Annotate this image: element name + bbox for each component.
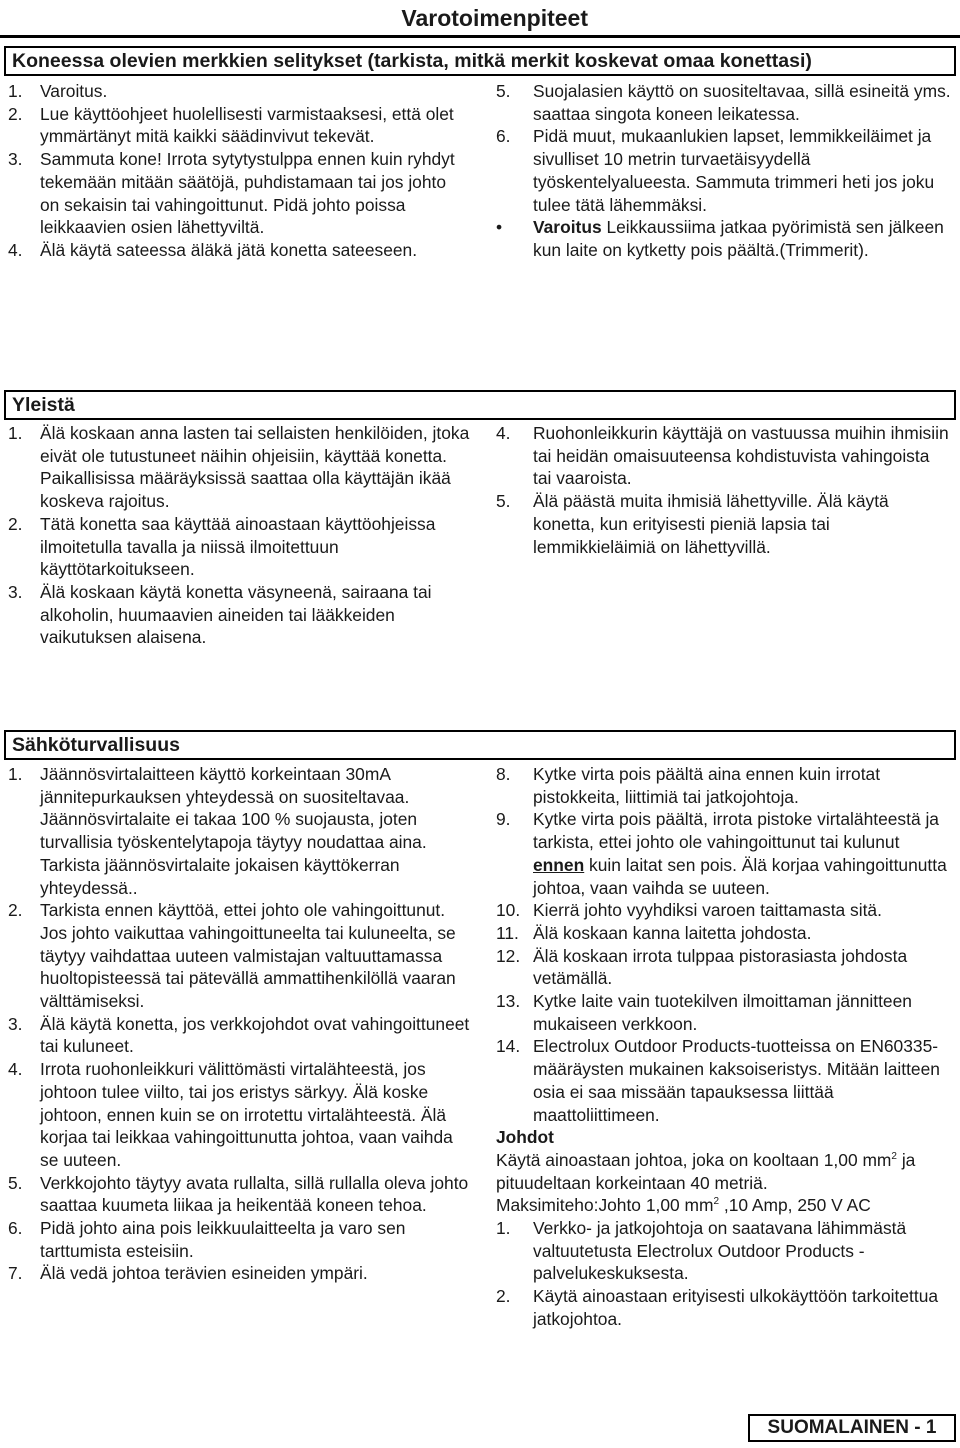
section-heading-general: Yleistä <box>4 390 956 420</box>
page-language-footer: SUOMALAINEN - 1 <box>748 1414 956 1442</box>
cords-heading: Johdot <box>496 1127 554 1148</box>
list-item: 5. Suojalasien käyttö on suositeltavaa, sillä esineitä yms. saattaa singota koneen leikatessa. <box>496 81 951 124</box>
bullet-icon: • <box>496 217 503 238</box>
electrical-right-column <box>496 763 954 1331</box>
title-rule <box>0 35 960 38</box>
page-title: Varotoimenpiteet <box>401 5 588 31</box>
list-item: 13. Kytke laite vain tuotekilven ilmoittaman jännitteen mukaiseen verkkoon. <box>496 991 912 1034</box>
cords-paragraph-2: Maksimiteho:Johto 1,00 $mm^2$ ,10 Amp, 250 V AC <box>496 1195 871 1216</box>
section-heading-electrical: Sähköturvallisuus <box>4 730 956 760</box>
electrical-left-column <box>8 763 470 1285</box>
list-item: 3. Sammuta kone! Irrota sytytystulppa ennen kuin ryhdyt tekemään mitään säätöjä, puhdistamaan tai jos johto on sekaisin tai vahingoittunut. Pidä johto poissa leikkaavien osien lähettyviltä. <box>8 149 455 238</box>
list-item: 1. Jäännösvirtalaitteen käyttö korkeintaan 30mA jännitepurkauksen yhteydessä on suositeltavaa. Jäännösvirtalaite ei takaa 100 % suojausta, joten turvallisia työskentelytapoja täytyy noudattaa aina. Tarkista jäännösvirtalaite jokaisen käyttökerran yhteydessä.. <box>8 764 427 898</box>
symbols-right-column <box>496 80 952 262</box>
symbols-left-column <box>8 80 470 262</box>
list-item: 6. Pidä johto aina pois leikkuulaitteelta ja varo sen tarttumista esteisiin. <box>8 1218 406 1261</box>
list-item: 10. Kierrä johto vyyhdiksi varoen taittamasta sitä. <box>496 900 882 921</box>
list-item: 5. Verkkojohto täytyy avata rullalta, sillä rullalla oleva johto saattaa kuumeta liikaa ja heikentää koneen tehoa. <box>8 1172 469 1216</box>
list-item: 12. Älä koskaan irrota tulppaa pistorasiasta johdosta vetämällä. <box>496 945 908 989</box>
cords-paragraph-1: Käytä ainoastaan johtoa, joka on kooltaan 1,00 $mm^2$ ja pituudeltaan korkeintaan 40 metriä. <box>496 1149 916 1193</box>
list-item: 9. Kytke virta pois päältä, irrota pistoke virtalähteestä ja tarkista, ettei johto ole vahingoittunut tai kulunut ennen kuin laitat sen pois. Älä korjaa vahingoittunutta johtoa, vaan vaihda se uuteen. <box>496 809 947 898</box>
list-item: 3. Älä käytä konetta, jos verkkojohdot ovat vahingoittuneet tai kuluneet. <box>8 1013 470 1057</box>
list-item: 11. Älä koskaan kanna laitetta johdosta. <box>496 922 812 943</box>
list-item: 2. Tätä konetta saa käyttää ainoastaan käyttöohjeissa ilmoitetulla tavalla ja niissä ilmoitettuun käyttötarkoitukseen. <box>8 513 436 580</box>
list-item: 8. Kytke virta pois päältä aina ennen kuin irrotat pistokkeita, liittimiä tai jatkojohtoja. <box>496 764 881 807</box>
list-item: 4. Ruohonleikkurin käyttäjä on vastuussa muihin ihmisiin tai heidän omaisuuteensa kohdistuvista vahingoista tai vaaroista. <box>496 423 949 489</box>
list-item: 2. Lue käyttöohjeet huolellisesti varmistaaksesi, että olet ymmärtänyt mitä kaikki säädinvivut tekevät. <box>8 103 454 147</box>
list-item: 1. Varoitus. <box>8 81 108 101</box>
list-item: 1. Verkko- ja jatkojohtoja on saatavana lähimmästä valtuutetusta Electrolux Outdoor Products -palvelukeskuksesta. <box>496 1218 907 1284</box>
list-item: 1. Älä koskaan anna lasten tai sellaisten henkilöiden, jtoka eivät ole tutustuneet näihin ohjeisiin, käyttää konetta. Paikallisissa määräyksissä saattaa olla käyttäjän ikää koskeva rajoitus. <box>8 423 470 512</box>
list-item: 6. Pidä muut, mukaanlukien lapset, lemmikkeiläimet ja sivulliset 10 metrin turvaetäisyydellä työskentelyalueesta. Sammuta trimmeri heti jos joku tulee tätä lähemmäksi. <box>496 126 935 215</box>
list-item: 4. Irrota ruohonleikkuri välittömästi virtalähteestä, jos johtoon tulee viilto, tai jos eristys särkyy. Älä koske johtoon, ennen kuin se on irrotettu virtalähteestä. Älä korjaa tai leikkaa vahingoittunutta johtoa, vaan vaihda se uuteen. <box>8 1059 453 1170</box>
bullet-item: • Varoitus Leikkaussiima jatkaa pyörimistä sen jälkeen kun laite on kytketty pois päältä.(Trimmerit). <box>496 217 944 260</box>
list-item: 3. Älä koskaan käytä konetta väsyneenä, sairaana tai alkoholin, huumaavien aineiden tai lääkkeiden vaikutuksen alaisena. <box>8 581 432 648</box>
list-item: 2. Käytä ainoastaan erityisesti ulkokäyttöön tarkoitettua jatkojohtoa. <box>496 1286 939 1329</box>
list-item: 4. Älä käytä sateessa äläkä jätä konetta sateeseen. <box>8 239 418 260</box>
general-right-column <box>496 422 952 558</box>
list-item: 14. Electrolux Outdoor Products-tuotteissa on EN60335-määräysten mukainen kaksoiseristys. Mitään laitteen osia ei saa missään tapauksessa liittää maattoliittimeen. <box>496 1036 940 1125</box>
section-heading-symbols: Koneessa olevien merkkien selitykset (tarkista, mitkä merkit koskevat omaa konettasi) <box>4 46 956 76</box>
list-item: 2. Tarkista ennen käyttöä, ettei johto ole vahingoittunut. Jos johto vaikuttaa vahingoittuneelta tai kuluneelta, se täytyy vaihdattaa uuteen valmistajan valtuuttamassa huoltopisteessä tai pätevällä ammattihenkilöllä vaaran välttämiseksi. <box>8 900 456 1012</box>
list-item: 5. Älä päästä muita ihmisiä lähettyville. Älä käytä konetta, kun erityisesti pieniä lapsia tai lemmikkieläimiä on lähettyvillä. <box>496 491 889 557</box>
general-left-column <box>8 422 470 649</box>
list-item: 7. Älä vedä johtoa terävien esineiden ympäri. <box>8 1263 368 1284</box>
